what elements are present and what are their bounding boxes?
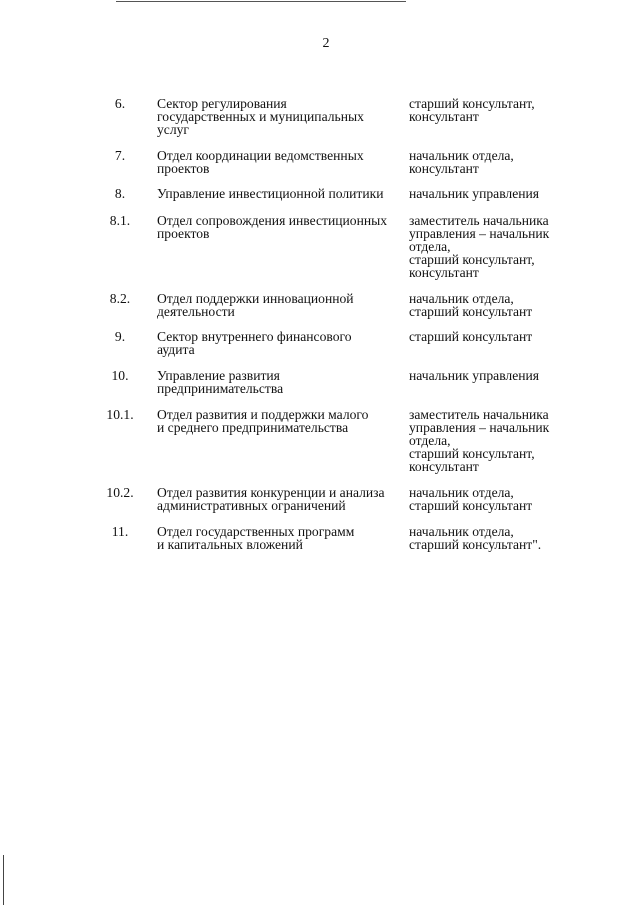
row-number: 7.: [114, 148, 126, 163]
department-name: Отдел государственных программ и капитальных вложений: [157, 524, 355, 552]
margin-scan-line: [3, 855, 4, 905]
row-number: 6.: [114, 96, 126, 111]
row-number: 11.: [111, 524, 129, 539]
department-name: Отдел развития и поддержки малого и среднего предпринимательства: [157, 407, 369, 435]
department-name: Отдел координации ведомственных проектов: [157, 148, 364, 176]
department-name: Отдел поддержки инновационной деятельности: [157, 291, 354, 319]
position-list: начальник отдела, старший консультант: [409, 291, 533, 319]
page-number: 2: [322, 36, 330, 51]
row-number: 8.2.: [109, 291, 131, 306]
row-number: 10.: [111, 368, 129, 383]
position-list: старший консультант: [409, 329, 533, 344]
position-list: начальник управления: [409, 368, 540, 383]
position-list: заместитель начальника управления – начальник отдела, старший консультант, консультант: [409, 213, 550, 280]
row-number: 8.1.: [109, 213, 131, 228]
row-number: 10.2.: [106, 485, 134, 500]
department-name: Управление инвестиционной политики: [157, 186, 384, 201]
row-number: 8.: [114, 186, 126, 201]
department-name: Сектор внутреннего финансового аудита: [157, 329, 352, 357]
department-name: Отдел развития конкуренции и анализа административных ограничений: [157, 485, 385, 513]
position-list: начальник отдела, старший консультант".: [409, 524, 542, 552]
position-list: начальник отдела, старший консультант: [409, 485, 533, 513]
row-number: 10.1.: [106, 407, 134, 422]
row-number: 9.: [114, 329, 126, 344]
department-name: Сектор регулирования государственных и муниципальных услуг: [157, 96, 364, 137]
position-list: старший консультант, консультант: [409, 96, 535, 124]
department-name: Управление развития предпринимательства: [157, 368, 284, 396]
position-list: начальник отдела, консультант: [409, 148, 514, 176]
position-list: заместитель начальника управления – начальник отдела, старший консультант, консультант: [409, 407, 550, 474]
top-rule: [116, 1, 406, 2]
position-list: начальник управления: [409, 186, 540, 201]
department-name: Отдел сопровождения инвестиционных проектов: [157, 213, 388, 241]
